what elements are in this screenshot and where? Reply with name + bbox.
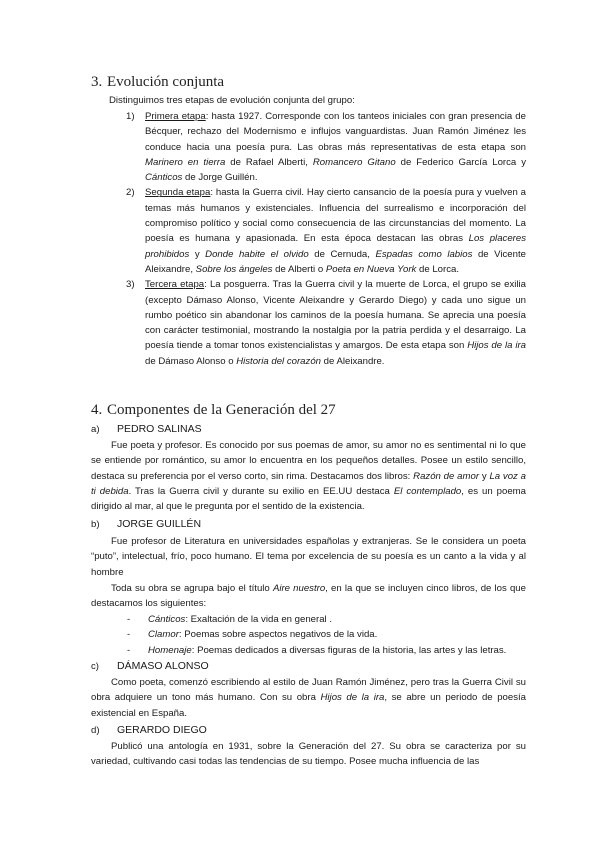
work-title: La voz a ti debida xyxy=(91,470,526,497)
author-letter: a) xyxy=(91,424,100,435)
author-paragraph xyxy=(91,534,526,580)
author-letter: d) xyxy=(91,725,100,736)
author-name: PEDRO SALINAS xyxy=(117,423,202,435)
work-title: El contemplado xyxy=(393,485,462,497)
stage-text: de Alberti o xyxy=(272,263,326,275)
stage-item xyxy=(126,109,526,185)
author-heading xyxy=(91,723,207,739)
paragraph xyxy=(91,438,526,514)
stages-list xyxy=(126,109,526,369)
work-title: Homenaje xyxy=(148,644,192,656)
work-title: Hijos de la ira xyxy=(320,692,385,704)
work-title: Marinero en tierra xyxy=(145,156,226,168)
author-paragraph xyxy=(91,675,526,721)
section-4-number: 4. xyxy=(91,402,103,418)
stage-item xyxy=(126,185,526,277)
stage-label: Primera etapa xyxy=(145,111,206,122)
list-item xyxy=(127,627,506,642)
author-letter: c) xyxy=(91,661,99,672)
author-name: JORGE GUILLÉN xyxy=(117,518,202,530)
paragraph-text: , es un poema dirigido al mar, al que le pregunta por el sentido de la existencia. xyxy=(91,485,526,513)
list-item xyxy=(127,643,506,658)
stage-label: Segunda etapa xyxy=(145,187,211,199)
paragraph-text: . Tras la Guerra civil y durante su exilio en EE.UU destaca xyxy=(128,485,394,497)
stage-text: y xyxy=(189,248,206,260)
work-title: Poeta en Nueva York xyxy=(325,263,417,275)
author-name: GERARDO DIEGO xyxy=(117,724,207,736)
work-description: : Poemas dedicados a diversas figuras de la historia, las artes y las letras. xyxy=(191,644,507,656)
stage-text: : La posguerra. Tras la Guerra civil y la muerte de Lorca, el grupo se exilia (excepto Dámaso Alonso, Vicente Aleixandre y Gerardo Diego) y cada uno sigue un rumbo poético sin abandonar los caminos de la poesía humana. Se aprecia una poesía con carácter testimonial, mostrando la nostalgia por la patria perdida y el desarraigo. La poesía tiende a tomar tonos existencialistas y amargos. De esta etapa son xyxy=(145,279,526,352)
paragraph-text: , se abre un periodo de poesía existencial en España. xyxy=(91,692,526,719)
work-title: Cánticos xyxy=(148,614,186,625)
list-dash: - xyxy=(127,614,131,625)
section-3-number: 3. xyxy=(91,74,103,90)
work-title: Razón de amor xyxy=(413,470,480,482)
stage-text: de Federico García Lorca y xyxy=(395,156,526,168)
list-dash: - xyxy=(127,629,131,641)
work-description: : Poemas sobre aspectos negativos de la vida. xyxy=(178,629,378,641)
stage-text: de Aleixandre. xyxy=(321,355,385,367)
work-title: Donde habite el olvido xyxy=(205,248,309,260)
work-title: Historia del corazón xyxy=(236,355,321,367)
work-title: Hijos de la ira xyxy=(467,340,526,352)
section-4-heading xyxy=(91,401,336,419)
list-dash: - xyxy=(127,644,131,656)
paragraph-text: Toda su obra se agrupa bajo el título xyxy=(111,583,273,594)
work-title: Romancero Gitano xyxy=(312,156,396,168)
author-heading xyxy=(91,659,209,675)
author-name: DÁMASO ALONSO xyxy=(117,660,209,672)
paragraph xyxy=(91,581,526,612)
list-item xyxy=(127,612,506,627)
author-heading xyxy=(91,517,201,533)
author-heading xyxy=(91,422,202,438)
stage-text: de Lorca. xyxy=(416,263,459,275)
stage-number: 1) xyxy=(126,111,135,122)
stage-item xyxy=(126,277,526,369)
paragraph xyxy=(91,675,526,721)
stage-number: 2) xyxy=(126,187,135,199)
work-description: : Exaltación de la vida en general . xyxy=(185,614,332,625)
work-title: Clamor xyxy=(148,629,179,641)
author-paragraph xyxy=(91,739,526,770)
stage-text: de Cernuda, xyxy=(308,248,376,260)
stage-number: 3) xyxy=(126,279,135,291)
stage-text: de Vicente Aleixandre, xyxy=(145,248,526,275)
paragraph: Publicó una antología en 1931, sobre la Generación del 27. Su obra se caracteriza por su variedad, cultivando casi todas las tendencias de su tiempo. Posee mucha influencia de las xyxy=(91,741,526,768)
author-letter: b) xyxy=(91,519,100,530)
section-3-heading xyxy=(91,73,224,91)
stage-text: de Jorge Guillén. xyxy=(182,172,258,184)
work-title: Espadas como labios xyxy=(375,248,473,260)
section-3-intro: Distinguimos tres etapas de evolución conjunta del grupo: xyxy=(109,95,355,106)
author-paragraph xyxy=(91,438,526,514)
stage-label: Tercera etapa xyxy=(145,279,205,291)
paragraph-text: Fue poeta y profesor. Es conocido por sus poemas de amor, su amor no es sentimental ni lo que se entiende por romántico, su amor lo encuentra en los pequeños detalles. Posee un estilo sencillo, destaca su preferencia por el verso corto, sin rima. Destacamos dos libros: xyxy=(91,440,526,482)
work-title: Sobre los ángeles xyxy=(195,263,273,275)
works-list xyxy=(127,612,506,658)
stage-text: de Dámaso Alonso o xyxy=(145,355,237,367)
paragraph: Fue profesor de Literatura en universidades españolas y extranjeras. Se le considera un poeta “puto”, intelectual, frío, poco humano. El tema por excelencia de su poesía es un canto a la vida y al hombre xyxy=(91,536,526,578)
paragraph-text: y xyxy=(479,470,490,482)
work-title: Aire nuestro xyxy=(272,583,326,594)
author-paragraph xyxy=(91,581,526,612)
stage-text: de Rafael Alberti, xyxy=(225,156,313,168)
work-title: Los placeres prohibidos xyxy=(145,233,526,260)
stage-text: : hasta la Guerra civil. Hay cierto cansancio de la poesía pura y vuelven a temas más humanos y existenciales. Influencia del surrealismo e incorporación del compromiso político y social como consecuencia de las circunstancias del momento. La poesía es humana y apasionada. En esta época destacan las obras xyxy=(145,187,527,245)
stage-text: : hasta 1927. Corresponde con los tanteos iniciales con gran presencia de Bécquer, rechazo del Modernismo e influjos vanguardistas. Juan Ramón Jiménez les conduce hacia una poesía pura. Las obras más representativas de esta etapa son xyxy=(145,111,526,153)
section-4-title: Componentes de la Generación del 27 xyxy=(107,402,336,418)
paragraph-text: Como poeta, comenzó escribiendo al estilo de Juan Ramón Jiménez, pero tras la Guerra Civil su obra adquiere un tono más humano. Con su obra xyxy=(91,677,526,704)
paragraph-text: , en la que se incluyen cinco libros, de los que destacamos los siguientes: xyxy=(91,583,526,610)
section-3-title: Evolución conjunta xyxy=(107,74,225,90)
work-title: Cánticos xyxy=(145,172,183,184)
